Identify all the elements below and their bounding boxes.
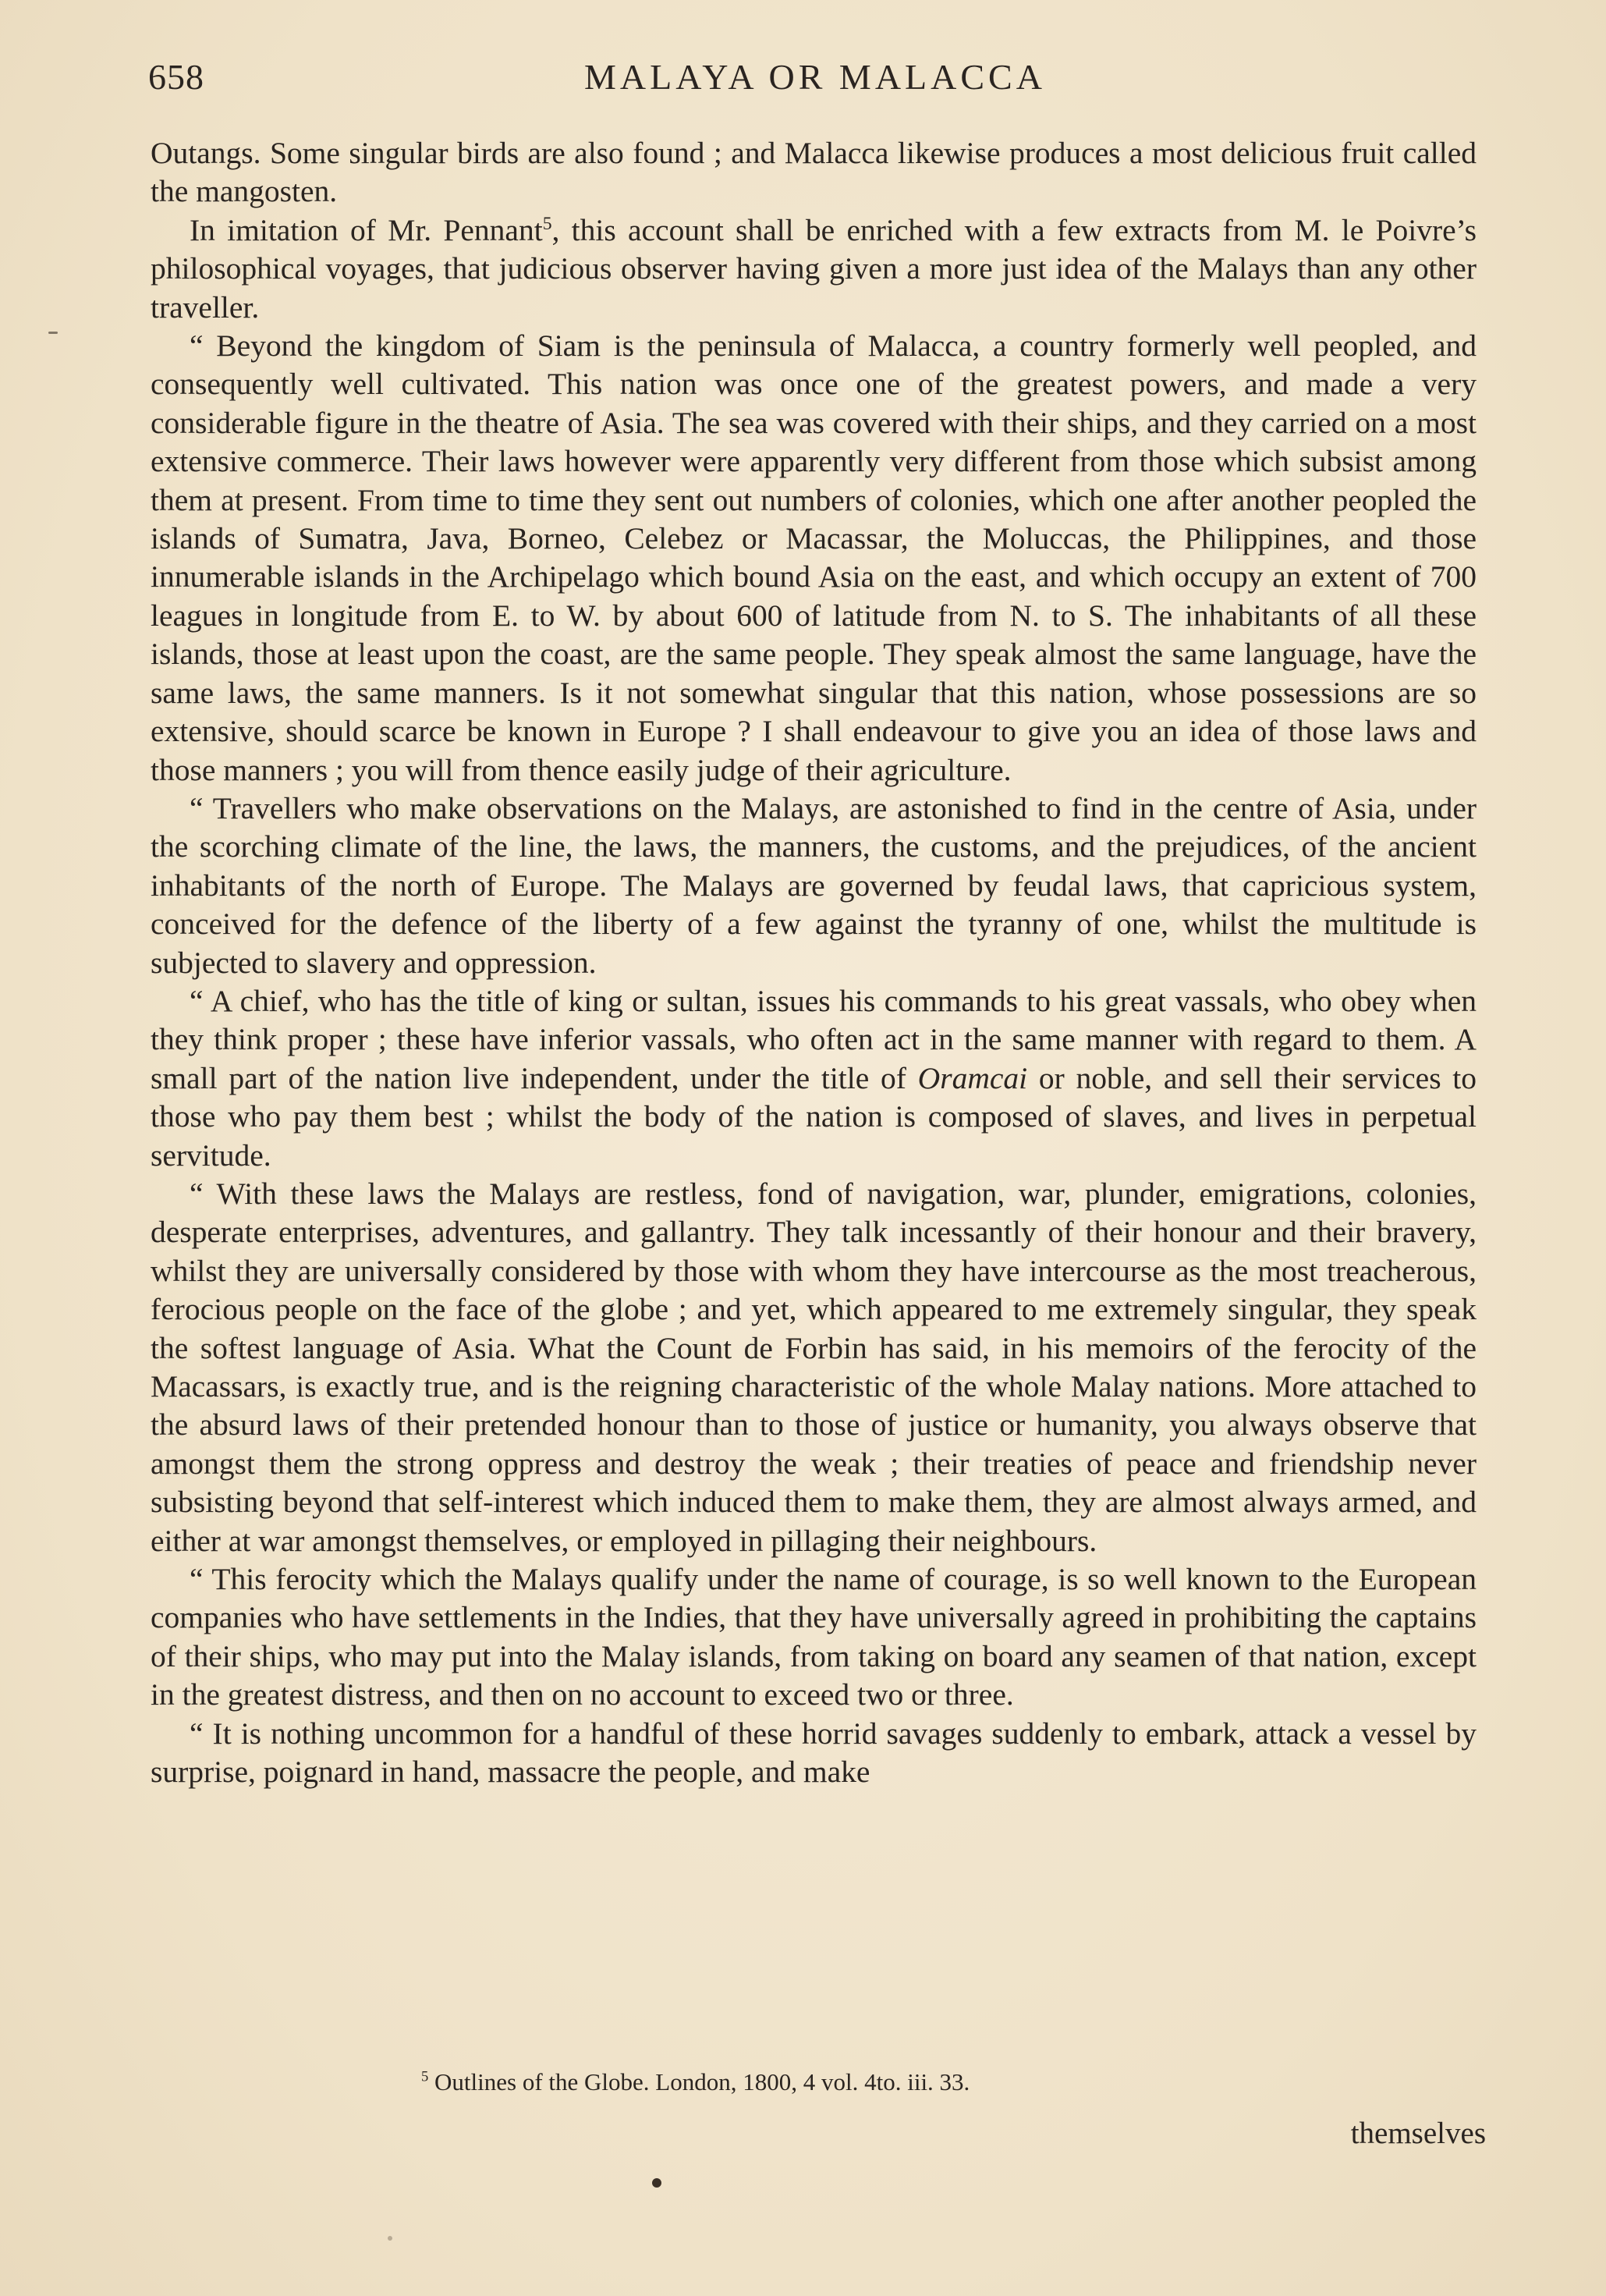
running-title: MALAYA OR MALACCA [584,57,1046,97]
paragraph-8: “ It is nothing uncommon for a handful of these horrid savages suddenly to embark, attack a vessel by surprise, poignard in hand, massacre the people, and make [151,1716,1477,1790]
paragraph-1: Outangs. Some singular birds are also found ; and Malacca likewise produces a most delicious fruit called the mangosten. [151,136,1477,209]
paragraph-2-rest: , this account shall be enriched with a few extracts from M. le Poivre’s philosophical voyages, that judicious observer having given a more just idea of the Malays than any other traveller. [151,212,1477,325]
catchword: themselves [1350,2117,1486,2150]
paragraph-7: “ This ferocity which the Malays qualify under the name of courage, is so well known to the European companies who have settlements in the Indies, that they have universally agreed in prohibiting the captains of their ships, who may put into the Malay islands, from taking on board any seamen of that nation, except in the greatest distress, and then on no account to exceed two or three. [151,1562,1477,1712]
paragraph-5-start: “ A chief, who has the title of king or sultan, issues his commands to his great vassals, who obey when they think proper ; these have inferior vassals, who often act in the same manner with regard to them. A small part of the nation live independent, under the title of [151,983,1477,1095]
paragraph-6: “ With these laws the Malays are restless, fond of navigation, war, plunder, emigrations, colonies, desperate enterprises, adventures, and gallantry. They talk incessantly of their honour and their bravery, whilst they are universally considered by those with whom they have intercourse as the most treacherous, ferocious people on the face of the globe ; and yet, which appeared to me extremely singular, they speak the softest language of Asia. What the Count de Forbin has said, in his memoirs of the ferocity of the Macassars, is exactly true, and is the reigning characteristic of the whole Malay nations. More attached to the absurd laws of their pretended honour than to those of justice or humanity, you always observe that amongst them the strong oppress and destroy the weak ; their treaties of peace and friendship never subsisting beyond that self-interest which induced them to make them, they are almost always armed, and either at war amongst themselves, or employed in pillaging their neighbours. [151,1176,1477,1558]
body-text [151,134,1477,1791]
ink-speck [48,332,58,334]
paragraph-3: “ Beyond the kingdom of Siam is the peninsula of Malacca, a country formerly well peopled, and consequently well cultivated. This nation was once one of the greatest powers, and made a very considerable figure in the theatre of Asia. The sea was covered with their ships, and they carried on a most extensive commerce. Their laws however were apparently very different from those which subsist among them at present. From time to time they sent out numbers of colonies, which one after another peopled the islands of Sumatra, Java, Borneo, Celebez or Macassar, the Moluccas, the Philippines, and those innumerable islands in the Archipelago which bound Asia on the east, and which occupy an extent of 700 leagues in longitude from E. to W. by about 600 of latitude from N. to S. The inhabitants of all these islands, those at least upon the coast, are the same people. They speak almost the same language, have the same laws, the same manners. Is it not somewhat singular that this nation, whose possessions are so extensive, should scarce be known in Europe ? I shall endeavour to give you an idea of those laws and those manners ; you will from thence easily judge of their agriculture. [151,328,1477,787]
paragraph-5-rest: or noble, and sell their services to those who pay them best ; whilst the body of the nation is composed of slaves, and lives in perpetual servitude. [151,1060,1477,1173]
footnote-text: Outlines of the Globe. London, 1800, 4 vol. 4to. iii. 33. [434,2068,970,2095]
footnote-marker: 5 [421,2068,429,2085]
footnote [421,2068,970,2096]
paragraph-2-start: In imitation of Mr. Pennant [190,212,543,247]
paragraph-2 [151,211,1477,327]
page-number: 658 [148,57,204,97]
paragraph-5 [151,982,1477,1175]
paragraph-4: “ Travellers who make observations on the Malays, are astonished to find in the centre of Asia, under the scorching climate of the line, the laws, the manners, the customs, and the prejudices, of the ancient inhabitants of the north of Europe. The Malays are governed by feudal laws, that capricious system, conceived for the defence of the liberty of a few against the tyranny of one, whilst the multitude is subjected to slavery and oppression. [151,790,1477,980]
footnote-reference: 5 [542,213,552,234]
page-header [148,56,1482,111]
ink-speck [388,2236,392,2241]
italic-term: Oramcai [917,1060,1028,1095]
ink-speck [652,2178,661,2188]
